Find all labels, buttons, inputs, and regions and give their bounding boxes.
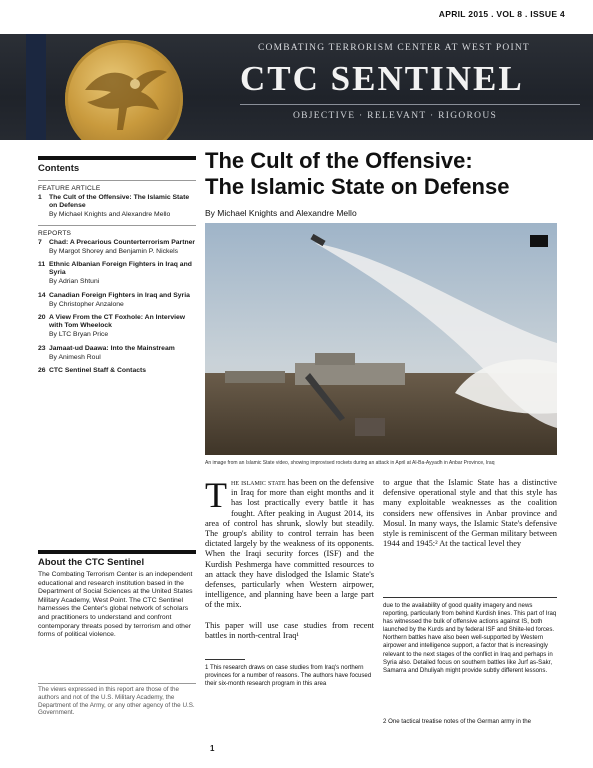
toc-authors: By Adrian Shtuni — [49, 278, 100, 286]
disclaimer-text: The views expressed in this report are those of the authors and not of the U.S. Military Academy, the Department of the Army, or any other agency of the U.S. Government. — [38, 683, 196, 717]
about-text: The Combating Terrorism Center is an independent educational and research institution based in the Department of Social Sciences at the United States Military Academy, West Point. The CTC Sentinel harnesses the Center's global network of scholars and practitioners to understand and confront contemporary threats posed by terrorism and other forms of political violence. — [38, 571, 193, 639]
toc-page-number: 20 — [38, 314, 46, 322]
article-headline — [205, 148, 565, 200]
toc-item[interactable] — [38, 261, 196, 287]
issue-line: APRIL 2015 . VOL 8 . ISSUE 4 — [438, 9, 565, 19]
toc-authors: By Animesh Roul — [49, 353, 101, 361]
article-column-1 — [205, 475, 374, 641]
lead-smallcaps: he islamic state — [231, 478, 286, 487]
toc-authors: By Michael Knights and Alexandre Mello — [49, 211, 171, 219]
toc-page-number: 11 — [38, 261, 46, 269]
drop-cap: T — [205, 475, 227, 515]
toc-title: Ethnic Albanian Foreign Fighters in Iraq and Syria — [49, 261, 192, 277]
masthead-stripe — [26, 34, 46, 140]
sidebar-top-bar — [38, 156, 196, 160]
page-number: 1 — [210, 744, 215, 753]
photo-caption: An image from an Islamic State video, showing improvised rockets during an attack in April at Al-Ba-Ayyadh in Anbar Province, Iraq — [205, 460, 495, 466]
toc-item[interactable] — [38, 314, 196, 340]
reports-divider — [38, 225, 196, 226]
toc-page-number: 1 — [38, 194, 42, 201]
paragraph-3: to argue that the Islamic State has a distinctive defensive operational style and that this style has many exploitable weaknesses as the coalition considers new offensives in Anbar province and Mosul. In many ways, the Islamic State's defensive style is reminiscent of the German military between 1944 and 1945:² At the tactical level they — [383, 478, 557, 549]
toc-title: A View From the CT Foxhole: An Interview with Tom Wheelock — [49, 314, 186, 330]
masthead-rule — [240, 104, 580, 105]
paragraph-1: has been on the defensive in Iraq for more than eight months and it has lost practically every battle it has fought. After peaking in August 2014, its area of control has shrunk, slowly but steadily. The group's ability to control terrain has been dictated largely by the weakness of its opponents. When the Iraqi security forces (ISF) and the Kurdish Peshmerga have committed resources to an attack they have dislodged the Islamic State's defenses, particularly when Western airpower, intelligence, and planning have been a large part of the mix. — [205, 478, 374, 610]
reports-label: REPORTS — [38, 229, 72, 237]
masthead-title: CTC SENTINEL — [240, 59, 524, 98]
contents-divider — [38, 180, 196, 181]
about-heading: About the CTC Sentinel — [38, 557, 145, 568]
toc-page-number: 7 — [38, 238, 42, 246]
toc-title: The Cult of the Offensive: The Islamic State on Defense — [49, 194, 190, 210]
masthead-tagline: OBJECTIVE · RELEVANT · RIGOROUS — [293, 111, 498, 121]
footnote-1-continued: due to the availability of good quality imagery and news reporting, particularly from behind Kurdish lines. This part of Iraq has witnessed the bulk of offensive actions against IS, both launched by the Kurds and by federal ISF and Shiite-led forces. Northern battles have also been well-supported by Western airpower and intelligence support, a factor that is increasingly relevant to the next stages of the conflict in Iraq and perhaps in Syria also. Detailed focus on southern battles like Jurf as-Sakr, Samarra and Dhuliyah might provide subtly different lessons. — [383, 602, 557, 674]
about-top-bar — [38, 550, 196, 554]
footnote-rule — [205, 659, 245, 660]
headline-line-2: The Islamic State on Defense — [205, 174, 510, 199]
contents-sidebar — [38, 156, 196, 380]
toc-page-number: 23 — [38, 344, 46, 352]
toc-title: Canadian Foreign Fighters in Iraq and Syria — [49, 291, 190, 299]
about-box — [38, 550, 196, 640]
masthead-org: COMBATING TERRORISM CENTER AT WEST POINT — [258, 43, 530, 53]
toc-authors: By LTC Bryan Price — [49, 331, 109, 339]
paragraph-2: This paper will use case studies from recent battles in north-central Iraq¹ — [205, 620, 374, 640]
article-byline: By Michael Knights and Alexandre Mello — [205, 208, 357, 218]
toc-item[interactable] — [38, 194, 196, 220]
toc-title: Chad: A Precarious Counterterrorism Partner — [49, 238, 196, 246]
toc-authors: By Christopher Anzalone — [49, 300, 124, 308]
toc-title: Jamaat-ud Daawa: Into the Mainstream — [49, 344, 175, 352]
feature-label: FEATURE ARTICLE — [38, 185, 101, 192]
toc-item[interactable] — [38, 345, 196, 362]
toc-item[interactable] — [38, 367, 196, 375]
eagle-seal-icon — [65, 40, 183, 140]
contents-heading: Contents — [38, 163, 80, 174]
headline-line-1: The Cult of the Offensive: — [205, 148, 473, 173]
toc-item[interactable] — [38, 292, 196, 309]
toc-item[interactable] — [38, 239, 196, 256]
masthead-banner — [0, 34, 593, 140]
toc-page-number: 26 — [38, 367, 46, 375]
footnote-1: 1 This research draws on case studies from Iraq's northern provinces for a number of reasons. The authors have focused their six-month research program in this area — [205, 664, 372, 688]
toc-page-number: 14 — [38, 291, 46, 299]
footnote-2: 2 One tactical treatise notes of the German army in the — [383, 718, 532, 725]
article-column-2 — [383, 478, 557, 549]
toc-authors: By Margot Shorey and Benjamin P. Nickels — [49, 247, 179, 255]
toc-title: CTC Sentinel Staff & Contacts — [49, 367, 147, 375]
rocket-launch-photo — [205, 223, 557, 455]
footnote-rule-2 — [383, 597, 557, 598]
